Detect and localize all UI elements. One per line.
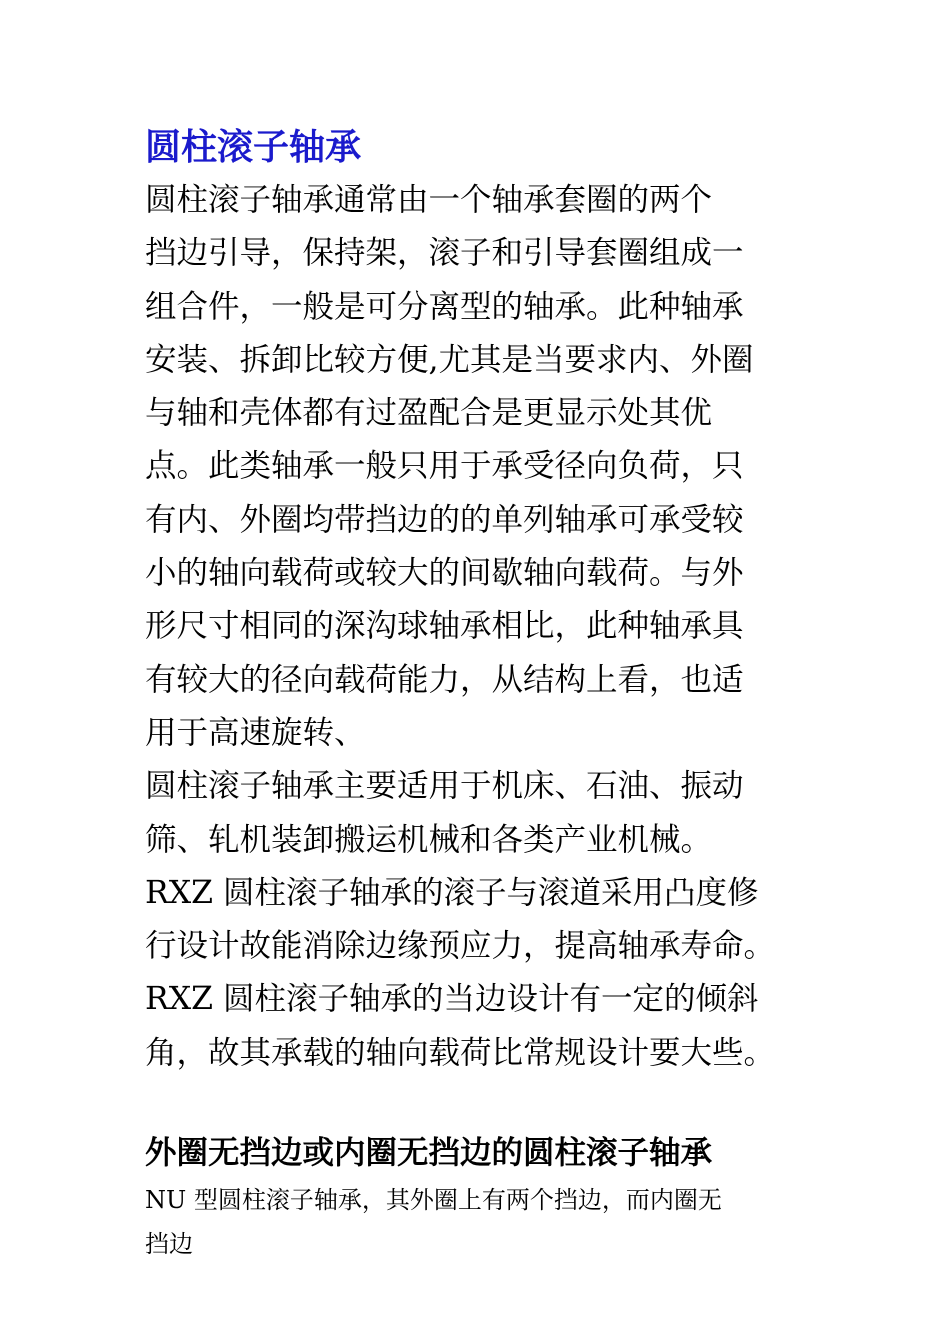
text-line: 点。此类轴承一般只用于承受径向负荷，只 (145, 448, 744, 485)
document-title: 圆柱滚子轴承 (145, 127, 362, 168)
rxz-flange-paragraph (145, 973, 835, 1080)
document-page (145, 122, 835, 1266)
text-line: NU 型圆柱滚子轴承，其外圈上有两个挡边，而内圈无 (145, 1186, 722, 1215)
text-line: 筛、轧机装卸搬运机械和各类产业机械。 (145, 821, 713, 858)
text-line: 行设计故能消除边缘预应力，提高轴承寿命。 (145, 928, 776, 965)
text-line: 与轴和壳体都有过盈配合是更显示处其优 (145, 395, 713, 432)
nu-type-paragraph (145, 1178, 835, 1266)
text-line: 组合件，一般是可分离型的轴承。此种轴承 (145, 288, 744, 325)
text-line: 用于高速旋转、 (145, 714, 366, 751)
text-line: 小的轴向载荷或较大的间歇轴向载荷。与外 (145, 555, 744, 592)
text-line: 圆柱滚子轴承主要适用于机床、石油、振动 (145, 768, 744, 805)
text-line: RXZ 圆柱滚子轴承的滚子与滚道采用凸度修 (145, 874, 759, 911)
applications-paragraph (145, 760, 835, 867)
text-line: 挡边引导，保持架，滚子和引导套圈组成一 (145, 235, 744, 272)
text-line: RXZ 圆柱滚子轴承的当边设计有一定的倾斜 (145, 981, 759, 1018)
text-line: 角，故其承载的轴向载荷比常规设计要大些。 (145, 1034, 776, 1071)
text-line: 有较大的径向载荷能力，从结构上看，也适 (145, 661, 744, 698)
section-heading: 外圈无挡边或内圈无挡边的圆柱滚子轴承 (145, 1135, 713, 1172)
text-line: 挡边 (145, 1230, 193, 1259)
text-line: 圆柱滚子轴承通常由一个轴承套圈的两个 (145, 182, 713, 218)
intro-paragraph (145, 174, 835, 760)
text-line: 有内、外圈均带挡边的的单列轴承可承受较 (145, 501, 744, 538)
section-spacer (145, 1080, 835, 1128)
text-line: 形尺寸相同的深沟球轴承相比，此种轴承具 (145, 608, 744, 645)
rxz-profile-paragraph (145, 867, 835, 974)
text-line: 安装、拆卸比较方便,尤其是当要求内、外圈 (145, 341, 754, 378)
